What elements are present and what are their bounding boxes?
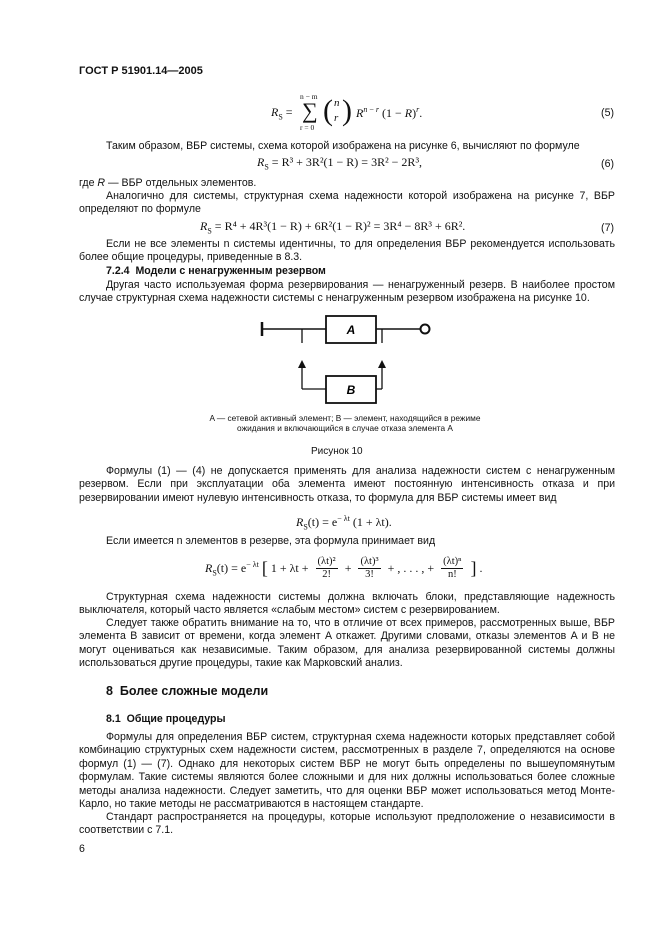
eq5-paren-left: (	[323, 94, 333, 127]
eq8-body: (t) = e	[307, 515, 338, 529]
eq5-binom-r: r	[334, 112, 339, 124]
output-terminal	[421, 325, 430, 334]
section-7-2-4-heading	[106, 265, 326, 278]
figure-10-diagram	[250, 310, 450, 410]
paragraph-6: Формулы (1) — (4) не допускается применять для анализа надежности систем с ненагруженным резервом. Если при эксплуатации оба элемента имеют постоянную интенсивность отказа и при резервировании имеют нулевую интенсивность отказа, то формула для ВБР системы имеет вид	[79, 465, 615, 504]
document-header: ГОСТ Р 51901.14—2005	[79, 65, 203, 77]
element-a-label: A	[346, 323, 356, 337]
paragraph-11: Стандарт распространяется на процедуры, которые используют предположение о независимости в соответствии с 7.1.	[79, 811, 615, 837]
eq9-bracket-right: ]	[470, 558, 477, 578]
eq9-bracket-left: [	[261, 558, 268, 578]
equation-6-number: (6)	[601, 158, 614, 170]
eq9-lhs: (t) = e	[216, 560, 247, 575]
sec724-num: 7.2.4	[106, 265, 130, 277]
eq7-body: = R⁴ + 4R³(1 − R) + 6R²(1 − R)² = 3R⁴ − 8R³ + 6R².	[211, 219, 466, 233]
paragraph-10: Формулы для определения ВБР систем, структурная схема надежности которых представляет собой комбинацию структурных схем надежности систем, рассмотренных в разделе 7, определяются на основе формул (1) — (7). Однако для некоторых систем ВБР не могут быть определены по вышеупомянутым формулам. Такие системы являются более сложными и для них должны использоваться более сложные методы анализа надежности. Следует заметить, что для оценки ВБР может использоваться метод Монте-Карло, но такие методы не рассматриваются в настоящем стандарте.	[79, 731, 615, 811]
sec81-num: 8.1	[106, 713, 121, 725]
paragraph-5: Другая часто используемая форма резервирования — ненагруженный резерв. В наиболее простом случае структурная схема надежности системы с ненагруженным резервом изображена на рисунке 10.	[79, 279, 615, 305]
figure-caption-line-2: ожидания и включающийся в случае отказа элемента A	[237, 423, 453, 433]
eq9-frac-1: $\frac{\text{(λt)²}}{2!}$	[317, 556, 336, 580]
eq6-body: = R³ + 3R²(1 − R) = 3R² − 2R³,	[268, 155, 423, 169]
eq5-rhs: $R^{n - r}$ $(1 - R)^r$.	[356, 105, 423, 120]
paragraph-2	[79, 177, 256, 190]
eq5-lhs-sub: S	[278, 112, 283, 122]
eq9-exp: − λt	[246, 559, 259, 569]
eq8-tail: (1 + λt).	[349, 515, 392, 529]
arrow-up-right-icon	[378, 360, 386, 368]
section-8-heading	[106, 684, 268, 699]
p2-var: R	[97, 177, 106, 189]
sec81-title: Общие процедуры	[126, 713, 226, 725]
paragraph-8: Структурная схема надежности системы должна включать блоки, представляющие надежность выключателя, который часто является «слабым местом» систем с резервированием.	[79, 591, 615, 617]
paragraph-1: Таким образом, ВБР системы, схема которой изображена на рисунке 6, вычисляют по формуле	[106, 140, 580, 152]
section-8-1-heading	[106, 713, 226, 726]
eq5-sum-bottom: r = 0	[300, 123, 315, 132]
paragraph-7: Если имеется n элементов в резерве, эта формула принимает вид	[106, 535, 436, 547]
equation-7-number: (7)	[601, 222, 614, 234]
eq8-exp: − λt	[337, 514, 350, 523]
paragraph-9: Следует также обратить внимание на то, что в отличие от всех примеров, рассмотренных выше, ВБР элемента B зависит от времени, когда элемент A откажет. Другими словами, отказы элементов A и B не могут оцениваться как независимые. Таким образом, для анализа резервированной системы должны использоваться другие процедуры, такие как Марковский анализ.	[79, 617, 615, 670]
eq9-dots: + , . . . , +	[387, 561, 435, 575]
eq5-lhs: R	[271, 105, 279, 119]
eq9-open: 1 + λt +	[270, 561, 309, 575]
equation-5-number: (5)	[601, 107, 614, 119]
eq9-frac-n: $\frac{\text{(λt)ⁿ}}{n!}$	[443, 556, 462, 580]
eq5-sum-top: n − m	[300, 92, 318, 101]
equation-7: $R_S = R^4 + 4R^3(1 - R) + 6R^2(1 - R)^2 = 3R^4 - 8R^3 + 6R^2$.	[200, 219, 466, 236]
sec8-num: 8	[106, 684, 113, 698]
arrow-up-left-icon	[298, 360, 306, 368]
p2-rest: — ВБР отдельных элементов.	[105, 177, 257, 189]
figure-title: Рисунок 10	[311, 446, 363, 457]
equation-8: $R_S(t) = e^{- \lambda t}$ (1 + λt).	[296, 514, 392, 532]
sec724-title: Модели с ненагруженным резервом	[135, 265, 326, 277]
eq5-binom-n: n	[334, 97, 340, 109]
sec8-title: Более сложные модели	[119, 684, 269, 698]
page-number: 6	[79, 843, 85, 855]
paragraph-3: Аналогично для системы, структурная схема надежности которой изображена на рисунке 7, ВБР определяют по формуле	[79, 190, 615, 216]
eq5-sigma: ∑	[302, 98, 318, 123]
equation-9: $R_S(t) = e^{- \lambda t}$ [ 1 + λt + $\frac{\text{(λt)²}}{2!}$ + $\frac{\text{(λt)³}}{3!}$ + , . . . , + $\frac{\text{(λt)ⁿ}}{n!}$ ] .	[205, 556, 483, 580]
eq9-frac-2: $\frac{\text{(λt)³}}{3!}$	[360, 556, 379, 580]
equation-6: $R_S = R^3 + 3R^2(1 - R) = 3R^2 - 2R^3$,	[257, 155, 423, 172]
eq5-paren-right: )	[342, 94, 352, 127]
figure-caption-line-1: A — сетевой активный элемент; B — элемент, находящийся в режиме	[209, 413, 481, 423]
paragraph-4: Если не все элементы n системы идентичны, то для определения ВБР рекомендуется использовать более общие процедуры, приведенные в 8.3.	[79, 238, 615, 264]
element-b-label: B	[346, 383, 356, 397]
p2-prefix: где	[79, 177, 98, 189]
